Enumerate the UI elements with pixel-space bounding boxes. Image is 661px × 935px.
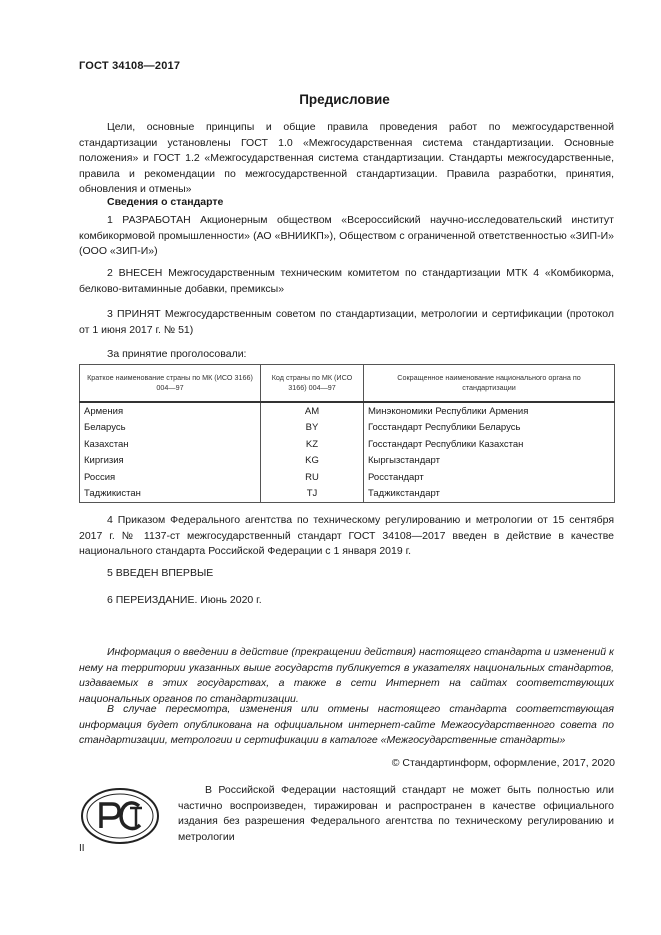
country-code: KG	[261, 453, 364, 470]
country-code: BY	[261, 420, 364, 437]
item-reissue: 6 ПЕРЕИЗДАНИЕ. Июнь 2020 г.	[107, 594, 262, 606]
country-name: Беларусь	[80, 420, 261, 437]
table-row	[80, 420, 615, 437]
rights-notice: В Российской Федерации настоящий стандарт не может быть полностью или частично воспроизведен, тиражирован и распространен в качестве официального издания без разрешения Федерального агентства по техническому регулированию и метрологии	[178, 784, 614, 843]
item-enacted: 4 Приказом Федерального агентства по техническому регулированию и метрологии от 15 сентября 2017 г. № 1137-ст межгосударственный стандарт ГОСТ 34108—2017 введен в действие в качестве национального стандарта Российской Федерации с 1 января 2019 г.	[79, 514, 614, 558]
country-name: Россия	[80, 469, 261, 486]
section-title: Сведения о стандарте	[107, 196, 224, 208]
header-standards-body: Сокращенное наименование национального органа по стандартизации	[364, 365, 615, 403]
standards-body: Минэкономики Республики Армения	[364, 402, 615, 420]
item-first-introduced: 5 ВВЕДЕН ВПЕРВЫЕ	[107, 567, 214, 579]
country-code: AM	[261, 402, 364, 420]
standards-body: Таджикстандарт	[364, 486, 615, 503]
standards-body: Госстандарт Республики Казахстан	[364, 436, 615, 453]
table-row	[80, 436, 615, 453]
country-code: RU	[261, 469, 364, 486]
document-code: ГОСТ 34108—2017	[79, 60, 181, 72]
country-name: Таджикистан	[80, 486, 261, 503]
page-number: II	[79, 843, 85, 854]
table-row	[80, 469, 615, 486]
intro-paragraph: Цели, основные принципы и общие правила проведения работ по межгосударственной стандартизации установлены ГОСТ 1.0 «Межгосударственная система стандартизации. Основные положения» и ГОСТ 1.2 «Межгосударственная система стандартизации. Стандарты межгосударственные, правила и рекомендации по межгосударственной стандартизации. Правила разработки, принятия, обновления и отмены»	[79, 121, 614, 196]
page-title: Предисловие	[299, 92, 390, 107]
standards-body: Кыргызстандарт	[364, 453, 615, 470]
item-adopted: 3 ПРИНЯТ Межгосударственным советом по стандартизации, метрологии и сертификации (протокол от 1 июня 2017 г. № 51)	[79, 308, 614, 336]
voted-label: За принятие проголосовали:	[107, 348, 247, 360]
header-country-name: Краткое наименование страны по МК (ИСО 3166) 004—97	[80, 365, 261, 403]
country-name: Казахстан	[80, 436, 261, 453]
voting-countries-table	[79, 364, 615, 503]
copyright-line: © Стандартинформ, оформление, 2017, 2020	[391, 757, 615, 769]
country-name: Киргизия	[80, 453, 261, 470]
country-name: Армения	[80, 402, 261, 420]
table-row	[80, 486, 615, 503]
standards-body: Госстандарт Республики Беларусь	[364, 420, 615, 437]
item-introduced: 2 ВНЕСЕН Межгосударственным техническим комитетом по стандартизации МТК 4 «Комбикорма, белково-витаминные добавки, премиксы»	[79, 267, 614, 295]
item-developed: 1 РАЗРАБОТАН Акционерным обществом «Всероссийский научно-исследовательский институт комбикормовой промышленности» (АО «ВНИИКП»), Обществом с ограниченной ответственностью «ЗИП-И» (ООО «ЗИП-И»)	[79, 214, 614, 258]
header-country-code: Код страны по МК (ИСО 3166) 004—97	[261, 365, 364, 403]
table-row	[80, 402, 615, 420]
notice-revision: В случае пересмотра, изменения или отмены настоящего стандарта соответствующая информация будет опубликована на официальном интернет-сайте Межгосударственного совета по стандартизации, метрологии и сертификации в каталоге «Межгосударственные стандарты»	[79, 703, 614, 747]
notice-publication: Информация о введении в действие (прекращении действия) настоящего стандарта и изменений к нему на территории указанных выше государств публикуется в указателях национальных стандартов, издаваемых в этих государствах, а также в сети Интернет на сайтах соответствующих национальных органов по стандартизации.	[79, 646, 614, 705]
country-code: TJ	[261, 486, 364, 503]
rst-logo-icon	[79, 786, 161, 846]
country-code: KZ	[261, 436, 364, 453]
table-header-row	[80, 365, 615, 403]
table-row	[80, 453, 615, 470]
standards-body: Росстандарт	[364, 469, 615, 486]
